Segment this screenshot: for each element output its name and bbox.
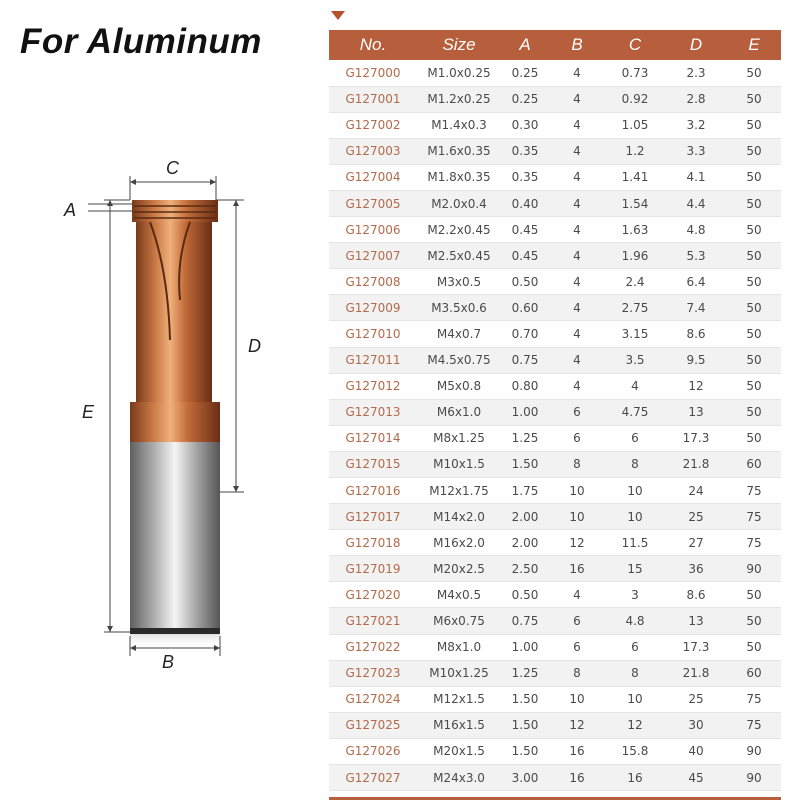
cell-col-e: 50 bbox=[727, 582, 781, 608]
cell-col-a: 0.50 bbox=[501, 269, 549, 295]
cell-col-b: 16 bbox=[549, 765, 605, 791]
table-row bbox=[329, 86, 781, 112]
cell-col-no: G127002 bbox=[329, 112, 417, 138]
cell-col-size: M3.5x0.6 bbox=[417, 295, 501, 321]
cell-col-size: M6x0.75 bbox=[417, 608, 501, 634]
table-row bbox=[329, 321, 781, 347]
cell-col-d: 25 bbox=[665, 504, 727, 530]
cell-col-e: 50 bbox=[727, 60, 781, 86]
cell-col-no: G127018 bbox=[329, 530, 417, 556]
cell-col-e: 60 bbox=[727, 451, 781, 477]
cell-col-no: G127024 bbox=[329, 686, 417, 712]
cell-col-b: 16 bbox=[549, 738, 605, 764]
cell-col-size: M10x1.25 bbox=[417, 660, 501, 686]
cell-col-b: 4 bbox=[549, 582, 605, 608]
cell-col-c: 1.05 bbox=[605, 112, 665, 138]
cell-col-a: 2.50 bbox=[501, 556, 549, 582]
cell-col-d: 7.4 bbox=[665, 295, 727, 321]
cell-col-size: M2.5x0.45 bbox=[417, 243, 501, 269]
cell-col-size: M20x2.5 bbox=[417, 556, 501, 582]
cell-col-no: G127014 bbox=[329, 425, 417, 451]
label-c: C bbox=[166, 158, 179, 178]
cell-col-no: G127023 bbox=[329, 660, 417, 686]
table-row bbox=[329, 478, 781, 504]
cell-col-b: 8 bbox=[549, 660, 605, 686]
cell-col-no: G127006 bbox=[329, 217, 417, 243]
cell-col-b: 4 bbox=[549, 269, 605, 295]
cell-col-e: 50 bbox=[727, 243, 781, 269]
table-row bbox=[329, 399, 781, 425]
cell-col-d: 3.2 bbox=[665, 112, 727, 138]
cell-col-a: 1.50 bbox=[501, 451, 549, 477]
cell-col-size: M1.2x0.25 bbox=[417, 86, 501, 112]
cell-col-size: M2.0x0.4 bbox=[417, 190, 501, 216]
cell-col-no: G127027 bbox=[329, 765, 417, 791]
cell-col-e: 50 bbox=[727, 164, 781, 190]
cell-col-c: 6 bbox=[605, 634, 665, 660]
cell-col-d: 21.8 bbox=[665, 660, 727, 686]
header-col-c: C bbox=[628, 35, 642, 54]
cell-col-c: 1.2 bbox=[605, 138, 665, 164]
cell-col-e: 75 bbox=[727, 686, 781, 712]
cell-col-c: 6 bbox=[605, 425, 665, 451]
header-col-b: B bbox=[571, 35, 583, 54]
cell-col-no: G127007 bbox=[329, 243, 417, 269]
cell-col-size: M4x0.5 bbox=[417, 582, 501, 608]
table-row bbox=[329, 217, 781, 243]
cell-col-d: 12 bbox=[665, 373, 727, 399]
cell-col-a: 3.00 bbox=[501, 765, 549, 791]
cell-col-c: 3.15 bbox=[605, 321, 665, 347]
header-marker-icon bbox=[331, 11, 345, 20]
cell-col-d: 25 bbox=[665, 686, 727, 712]
cell-col-no: G127016 bbox=[329, 478, 417, 504]
cell-col-b: 4 bbox=[549, 347, 605, 373]
cell-col-d: 5.3 bbox=[665, 243, 727, 269]
cell-col-size: M4x0.7 bbox=[417, 321, 501, 347]
cell-col-a: 1.25 bbox=[501, 660, 549, 686]
table-row bbox=[329, 686, 781, 712]
cell-col-b: 12 bbox=[549, 712, 605, 738]
table-row bbox=[329, 295, 781, 321]
cell-col-b: 10 bbox=[549, 478, 605, 504]
cell-col-c: 15.8 bbox=[605, 738, 665, 764]
table-row bbox=[329, 269, 781, 295]
cell-col-e: 75 bbox=[727, 530, 781, 556]
cell-col-e: 50 bbox=[727, 634, 781, 660]
cell-col-c: 0.92 bbox=[605, 86, 665, 112]
cell-col-e: 50 bbox=[727, 295, 781, 321]
cell-col-a: 0.60 bbox=[501, 295, 549, 321]
cell-col-e: 75 bbox=[727, 478, 781, 504]
cell-col-d: 27 bbox=[665, 530, 727, 556]
cell-col-no: G127010 bbox=[329, 321, 417, 347]
cell-col-d: 4.4 bbox=[665, 190, 727, 216]
cell-col-d: 21.8 bbox=[665, 451, 727, 477]
cell-col-size: M12x1.5 bbox=[417, 686, 501, 712]
cell-col-a: 0.50 bbox=[501, 582, 549, 608]
cell-col-d: 30 bbox=[665, 712, 727, 738]
table-header-row bbox=[329, 30, 781, 60]
cell-col-c: 4.75 bbox=[605, 399, 665, 425]
cell-col-no: G127022 bbox=[329, 634, 417, 660]
cell-col-b: 8 bbox=[549, 451, 605, 477]
cell-col-a: 0.35 bbox=[501, 164, 549, 190]
cell-col-a: 1.00 bbox=[501, 399, 549, 425]
cell-col-a: 1.50 bbox=[501, 738, 549, 764]
cell-col-a: 0.75 bbox=[501, 347, 549, 373]
cell-col-e: 50 bbox=[727, 608, 781, 634]
cell-col-d: 13 bbox=[665, 399, 727, 425]
cell-col-d: 36 bbox=[665, 556, 727, 582]
label-e: E bbox=[82, 402, 95, 422]
cell-col-size: M8x1.25 bbox=[417, 425, 501, 451]
cell-col-e: 50 bbox=[727, 321, 781, 347]
cell-col-d: 4.8 bbox=[665, 217, 727, 243]
cell-col-c: 1.63 bbox=[605, 217, 665, 243]
cell-col-size: M3x0.5 bbox=[417, 269, 501, 295]
cell-col-c: 4 bbox=[605, 373, 665, 399]
cell-col-size: M16x1.5 bbox=[417, 712, 501, 738]
cell-col-no: G127000 bbox=[329, 60, 417, 86]
table-row bbox=[329, 347, 781, 373]
table-row bbox=[329, 243, 781, 269]
header-col-a: A bbox=[519, 35, 531, 54]
table-row bbox=[329, 60, 781, 86]
cell-col-b: 4 bbox=[549, 217, 605, 243]
cell-col-c: 10 bbox=[605, 504, 665, 530]
cell-col-a: 0.70 bbox=[501, 321, 549, 347]
cell-col-e: 90 bbox=[727, 556, 781, 582]
cell-col-d: 4.1 bbox=[665, 164, 727, 190]
table-row bbox=[329, 112, 781, 138]
page-title: For Aluminum bbox=[20, 22, 262, 61]
table-row bbox=[329, 190, 781, 216]
cell-col-c: 11.5 bbox=[605, 530, 665, 556]
cell-col-no: G127020 bbox=[329, 582, 417, 608]
cell-col-a: 0.35 bbox=[501, 138, 549, 164]
table-row bbox=[329, 608, 781, 634]
table-row bbox=[329, 451, 781, 477]
cell-col-a: 1.25 bbox=[501, 425, 549, 451]
cell-col-size: M12x1.75 bbox=[417, 478, 501, 504]
cell-col-e: 50 bbox=[727, 190, 781, 216]
header-col-size: Size bbox=[442, 35, 476, 54]
cell-col-b: 4 bbox=[549, 138, 605, 164]
spec-table bbox=[329, 30, 781, 791]
cell-col-c: 3 bbox=[605, 582, 665, 608]
table-body bbox=[329, 60, 781, 791]
table-row bbox=[329, 765, 781, 791]
cell-col-no: G127003 bbox=[329, 138, 417, 164]
cell-col-e: 50 bbox=[727, 269, 781, 295]
cell-col-size: M24x3.0 bbox=[417, 765, 501, 791]
cell-col-a: 1.50 bbox=[501, 712, 549, 738]
table-row bbox=[329, 738, 781, 764]
cell-col-no: G127015 bbox=[329, 451, 417, 477]
cell-col-a: 0.30 bbox=[501, 112, 549, 138]
cell-col-size: M10x1.5 bbox=[417, 451, 501, 477]
label-a: A bbox=[64, 200, 77, 220]
cell-col-size: M5x0.8 bbox=[417, 373, 501, 399]
cell-col-b: 4 bbox=[549, 243, 605, 269]
cell-col-a: 1.00 bbox=[501, 634, 549, 660]
cell-col-d: 13 bbox=[665, 608, 727, 634]
table-row bbox=[329, 164, 781, 190]
cell-col-b: 4 bbox=[549, 164, 605, 190]
cell-col-e: 50 bbox=[727, 373, 781, 399]
cell-col-size: M1.4x0.3 bbox=[417, 112, 501, 138]
cell-col-c: 4.8 bbox=[605, 608, 665, 634]
table-row bbox=[329, 138, 781, 164]
cell-col-size: M8x1.0 bbox=[417, 634, 501, 660]
header-col-no: No. bbox=[359, 35, 387, 54]
cell-col-size: M14x2.0 bbox=[417, 504, 501, 530]
cell-col-b: 10 bbox=[549, 504, 605, 530]
cell-col-no: G127012 bbox=[329, 373, 417, 399]
cell-col-a: 1.75 bbox=[501, 478, 549, 504]
cell-col-a: 0.40 bbox=[501, 190, 549, 216]
cell-col-no: G127005 bbox=[329, 190, 417, 216]
cell-col-no: G127004 bbox=[329, 164, 417, 190]
cell-col-no: G127025 bbox=[329, 712, 417, 738]
table-row bbox=[329, 504, 781, 530]
table-row bbox=[329, 425, 781, 451]
cell-col-c: 12 bbox=[605, 712, 665, 738]
cell-col-c: 8 bbox=[605, 660, 665, 686]
cell-col-a: 1.50 bbox=[501, 686, 549, 712]
table-row bbox=[329, 660, 781, 686]
cell-col-b: 12 bbox=[549, 530, 605, 556]
cell-col-b: 4 bbox=[549, 86, 605, 112]
cell-col-d: 8.6 bbox=[665, 582, 727, 608]
table-row bbox=[329, 530, 781, 556]
cell-col-e: 75 bbox=[727, 712, 781, 738]
cell-col-e: 90 bbox=[727, 738, 781, 764]
cell-col-b: 4 bbox=[549, 295, 605, 321]
cell-col-no: G127026 bbox=[329, 738, 417, 764]
cell-col-b: 6 bbox=[549, 399, 605, 425]
cell-col-a: 2.00 bbox=[501, 530, 549, 556]
label-b: B bbox=[162, 652, 175, 672]
cell-col-c: 0.73 bbox=[605, 60, 665, 86]
cell-col-c: 15 bbox=[605, 556, 665, 582]
cell-col-b: 4 bbox=[549, 190, 605, 216]
cell-col-size: M1.8x0.35 bbox=[417, 164, 501, 190]
cell-col-e: 50 bbox=[727, 347, 781, 373]
cell-col-d: 45 bbox=[665, 765, 727, 791]
cell-col-d: 2.8 bbox=[665, 86, 727, 112]
cell-col-c: 10 bbox=[605, 686, 665, 712]
cell-col-e: 75 bbox=[727, 504, 781, 530]
cell-col-e: 50 bbox=[727, 112, 781, 138]
table-row bbox=[329, 634, 781, 660]
cell-col-c: 2.75 bbox=[605, 295, 665, 321]
cell-col-e: 50 bbox=[727, 217, 781, 243]
table-row bbox=[329, 712, 781, 738]
cell-col-b: 4 bbox=[549, 60, 605, 86]
cell-col-c: 1.54 bbox=[605, 190, 665, 216]
cell-col-c: 10 bbox=[605, 478, 665, 504]
cell-col-d: 8.6 bbox=[665, 321, 727, 347]
cell-col-e: 50 bbox=[727, 138, 781, 164]
cell-col-no: G127017 bbox=[329, 504, 417, 530]
cell-col-e: 50 bbox=[727, 86, 781, 112]
header-col-e: E bbox=[748, 35, 760, 54]
cell-col-size: M20x1.5 bbox=[417, 738, 501, 764]
cell-col-c: 2.4 bbox=[605, 269, 665, 295]
cell-col-a: 0.25 bbox=[501, 60, 549, 86]
cell-col-d: 2.3 bbox=[665, 60, 727, 86]
cell-col-d: 9.5 bbox=[665, 347, 727, 373]
cell-col-c: 1.96 bbox=[605, 243, 665, 269]
cell-col-c: 1.41 bbox=[605, 164, 665, 190]
table-row bbox=[329, 373, 781, 399]
cell-col-e: 50 bbox=[727, 399, 781, 425]
cell-col-b: 4 bbox=[549, 373, 605, 399]
label-d: D bbox=[248, 336, 261, 356]
cell-col-d: 24 bbox=[665, 478, 727, 504]
cell-col-size: M16x2.0 bbox=[417, 530, 501, 556]
cell-col-d: 6.4 bbox=[665, 269, 727, 295]
cell-col-no: G127013 bbox=[329, 399, 417, 425]
cell-col-c: 8 bbox=[605, 451, 665, 477]
cell-col-no: G127019 bbox=[329, 556, 417, 582]
cell-col-no: G127009 bbox=[329, 295, 417, 321]
cell-col-size: M2.2x0.45 bbox=[417, 217, 501, 243]
cell-col-c: 16 bbox=[605, 765, 665, 791]
cell-col-b: 10 bbox=[549, 686, 605, 712]
spec-table-container bbox=[329, 30, 781, 791]
cell-col-e: 60 bbox=[727, 660, 781, 686]
tool-diagram bbox=[0, 140, 320, 680]
cell-col-e: 90 bbox=[727, 765, 781, 791]
table-row bbox=[329, 582, 781, 608]
cell-col-size: M6x1.0 bbox=[417, 399, 501, 425]
cell-col-a: 0.75 bbox=[501, 608, 549, 634]
cell-col-no: G127021 bbox=[329, 608, 417, 634]
cell-col-b: 6 bbox=[549, 608, 605, 634]
cell-col-d: 17.3 bbox=[665, 425, 727, 451]
cell-col-b: 4 bbox=[549, 321, 605, 347]
cell-col-e: 50 bbox=[727, 425, 781, 451]
cell-col-b: 6 bbox=[549, 634, 605, 660]
cell-col-d: 17.3 bbox=[665, 634, 727, 660]
cell-col-a: 0.45 bbox=[501, 243, 549, 269]
header-col-d: D bbox=[689, 35, 703, 54]
cell-col-b: 6 bbox=[549, 425, 605, 451]
table-row bbox=[329, 556, 781, 582]
cell-col-no: G127008 bbox=[329, 269, 417, 295]
cell-col-no: G127011 bbox=[329, 347, 417, 373]
cell-col-size: M1.6x0.35 bbox=[417, 138, 501, 164]
cell-col-no: G127001 bbox=[329, 86, 417, 112]
cell-col-b: 4 bbox=[549, 112, 605, 138]
cell-col-b: 16 bbox=[549, 556, 605, 582]
cell-col-a: 0.45 bbox=[501, 217, 549, 243]
cell-col-size: M4.5x0.75 bbox=[417, 347, 501, 373]
cell-col-a: 0.25 bbox=[501, 86, 549, 112]
cell-col-d: 3.3 bbox=[665, 138, 727, 164]
cell-col-d: 40 bbox=[665, 738, 727, 764]
cell-col-a: 0.80 bbox=[501, 373, 549, 399]
cell-col-size: M1.0x0.25 bbox=[417, 60, 501, 86]
cell-col-a: 2.00 bbox=[501, 504, 549, 530]
cell-col-c: 3.5 bbox=[605, 347, 665, 373]
